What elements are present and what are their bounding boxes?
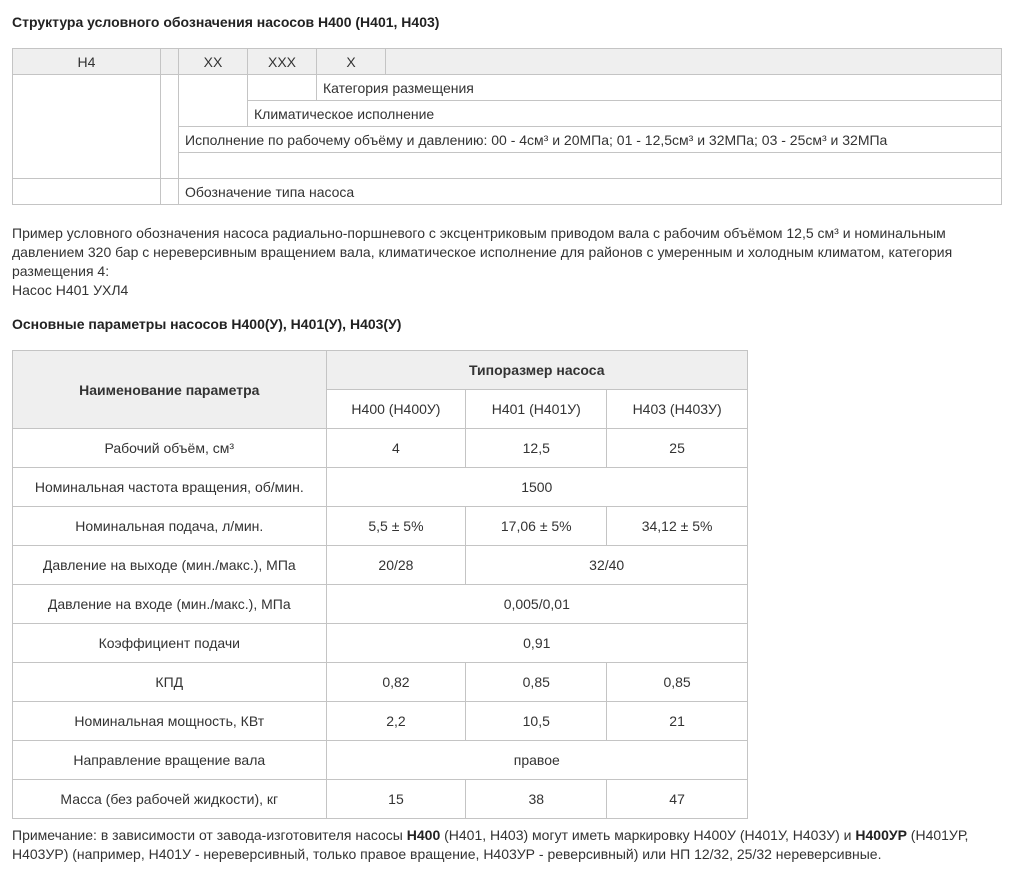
climatic-label: Климатическое исполнение: [248, 101, 1002, 127]
note-text: (Н401, Н403) могут иметь маркировку Н400У (Н401У, Н403У) и: [440, 827, 856, 843]
param-name: Номинальная подача, л/мин.: [13, 507, 327, 546]
structure-code-row: [13, 49, 1002, 75]
empty-cell: [248, 75, 317, 101]
param-name: Масса (без рабочей жидкости), кг: [13, 780, 327, 819]
param-value: 2,2: [326, 702, 466, 741]
param-value: 0,85: [466, 663, 607, 702]
empty-cell: [179, 153, 1002, 179]
pump-size-header: Типоразмер насоса: [326, 351, 747, 390]
table-row: [13, 468, 748, 507]
param-value: 25: [607, 429, 748, 468]
table-row: [13, 429, 748, 468]
code-cell: Н4: [13, 49, 161, 75]
param-value: 0,82: [326, 663, 466, 702]
param-name-header: Наименование параметра: [13, 351, 327, 429]
param-value: 32/40: [466, 546, 748, 585]
table-row: [13, 780, 748, 819]
note-bold: Н400: [406, 827, 441, 843]
example-paragraph: [12, 224, 1002, 300]
empty-cell: [13, 179, 161, 205]
param-value: 34,12 ± 5%: [607, 507, 748, 546]
param-name: Давление на выходе (мин./макс.), МПа: [13, 546, 327, 585]
param-value: 1500: [326, 468, 747, 507]
code-cell: ХХ: [179, 49, 248, 75]
param-value: 12,5: [466, 429, 607, 468]
empty-cell: [179, 75, 248, 127]
model-header: Н403 (Н403У): [607, 390, 748, 429]
table-row: [13, 585, 748, 624]
structure-table: [12, 48, 1002, 205]
type-label: Обозначение типа насоса: [179, 179, 1002, 205]
param-value: 5,5 ± 5%: [326, 507, 466, 546]
table-row: [13, 546, 748, 585]
param-name: Рабочий объём, см³: [13, 429, 327, 468]
param-name: Давление на входе (мин./макс.), МПа: [13, 585, 327, 624]
note-bold: Н400УР: [855, 827, 907, 843]
param-value: 0,85: [607, 663, 748, 702]
param-value: 0,005/0,01: [326, 585, 747, 624]
param-name: Номинальная мощность, КВт: [13, 702, 327, 741]
volume-label: Исполнение по рабочему объёму и давлению: 00 - 4см³ и 20МПа; 01 - 12,5см³ и 32МПа; 03 - 25см³ и 32МПа: [179, 127, 1002, 153]
table-row: [13, 507, 748, 546]
section-title-params: Основные параметры насосов Н400(У), Н401(У), Н403(У): [12, 316, 402, 332]
param-name: Коэффициент подачи: [13, 624, 327, 663]
param-value: 10,5: [466, 702, 607, 741]
table-row: [13, 741, 748, 780]
param-value: 20/28: [326, 546, 466, 585]
table-row: [13, 702, 748, 741]
note-paragraph: [12, 826, 1002, 864]
table-row: [13, 663, 748, 702]
empty-cell: [13, 75, 161, 179]
empty-cell: [161, 179, 179, 205]
table-row: [13, 624, 748, 663]
param-name: Номинальная частота вращения, об/мин.: [13, 468, 327, 507]
code-cell-empty: [386, 49, 1002, 75]
param-value: 0,91: [326, 624, 747, 663]
param-name: КПД: [13, 663, 327, 702]
example-designation: Насос Н401 УХЛ4: [12, 282, 129, 298]
note-text: Примечание: в зависимости от завода-изготовителя насосы: [12, 827, 407, 843]
param-value: 15: [326, 780, 466, 819]
param-value: 17,06 ± 5%: [466, 507, 607, 546]
code-cell: Х: [317, 49, 386, 75]
param-value: 4: [326, 429, 466, 468]
section-title-structure: Структура условного обозначения насосов Н400 (Н401, Н403): [12, 14, 440, 30]
param-value: правое: [326, 741, 747, 780]
model-header: Н400 (Н400У): [326, 390, 466, 429]
code-cell: [161, 49, 179, 75]
param-name: Направление вращение вала: [13, 741, 327, 780]
params-table: [12, 350, 748, 819]
param-value: 47: [607, 780, 748, 819]
placement-label: Категория размещения: [317, 75, 1002, 101]
param-value: 21: [607, 702, 748, 741]
model-header: Н401 (Н401У): [466, 390, 607, 429]
empty-cell: [161, 75, 179, 179]
code-cell: ХХХ: [248, 49, 317, 75]
note-text: (Н401УР, Н403УР) (например, Н401У - нереверсивный, только правое вращение, Н403УР - реверсивный) или НП 12/32, 25/32 нереверсивные.: [12, 827, 969, 862]
param-value: 38: [466, 780, 607, 819]
example-text: Пример условного обозначения насоса радиально-поршневого с эксцентриковым приводом вала с рабочим объёмом 12,5 см³ и номинальным давлением 320 бар с нереверсивным вращением вала, климатическое исполнение для районов с умеренным и холодным климатом, категория размещения 4:: [12, 225, 953, 279]
